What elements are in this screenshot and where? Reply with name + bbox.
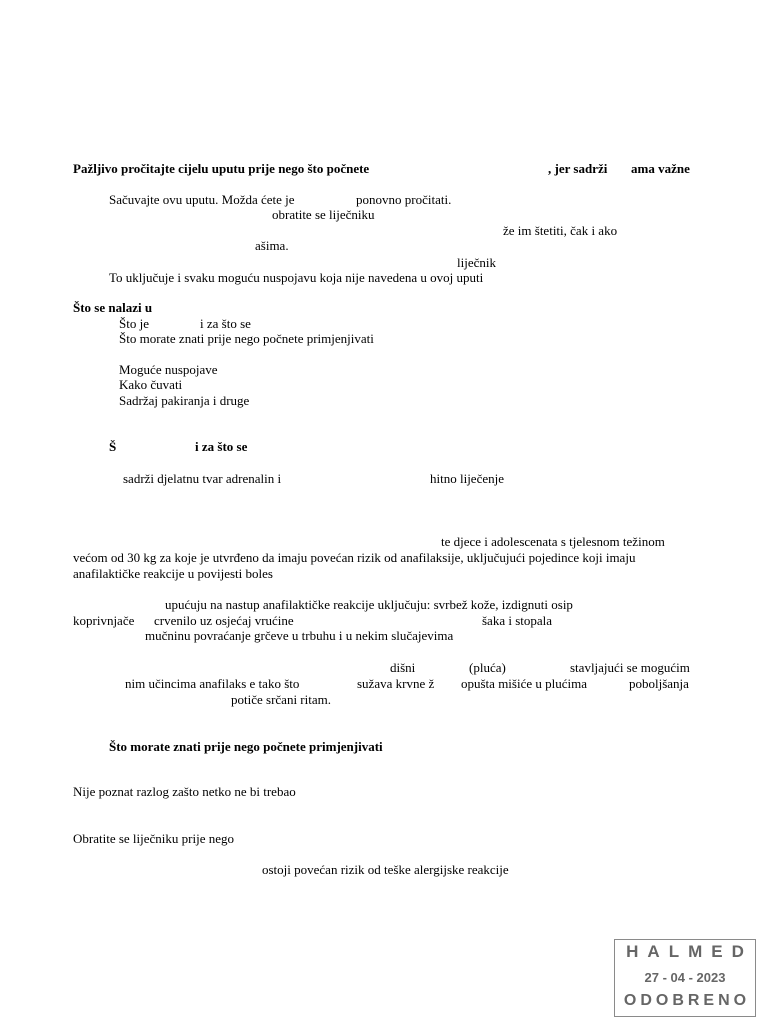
toc-item-fragment: i za što se xyxy=(200,316,251,331)
text-line: ašima. xyxy=(255,238,289,253)
text-line: liječnik xyxy=(457,255,496,270)
toc-item: Sadržaj pakiranja i druge xyxy=(119,393,250,408)
text-line: hitno liječenje xyxy=(430,471,505,486)
text-line: opušta mišiće u plućima xyxy=(461,676,588,691)
text-line: obratite se liječniku xyxy=(272,207,375,222)
text-line: (pluća) xyxy=(469,660,506,675)
text-line: koprivnjače xyxy=(73,613,135,628)
text-line: To uključuje i svaku moguću nuspojavu koja nije navedena u ovoj uputi xyxy=(109,270,484,285)
text-line: ostoji povećan rizik od teške alergijske reakcije xyxy=(262,862,509,877)
text-line: većom od 30 kg za koje je utvrđeno da imaju povećan rizik od anafilaksije, uključujući pojedince koji imaju xyxy=(73,550,636,565)
text-line: anafilaktičke reakcije u povijesti boles xyxy=(73,566,273,581)
text-line: crvenilo uz osjećaj vrućine xyxy=(154,613,294,628)
text-line: sadrži djelatnu tvar adrenalin i xyxy=(123,471,282,486)
section-2-heading: Što morate znati prije nego počnete primjenjivati xyxy=(109,739,383,754)
text-line: poboljšanja xyxy=(629,676,689,691)
text-line: upućuju na nastup anafilaktičke reakcije uključuju: svrbež kože, izdignuti osip xyxy=(165,597,573,612)
text-line: Nije poznat razlog zašto netko ne bi trebao xyxy=(73,784,296,799)
stamp-agency: HALMED xyxy=(626,942,753,961)
text-line: nim učincima anafilaks e tako što xyxy=(125,676,300,691)
intro-heading-fragment: , jer sadrži xyxy=(548,161,608,176)
text-line: potiče srčani ritam. xyxy=(231,692,331,707)
toc-heading: Što se nalazi u xyxy=(73,300,153,315)
toc-item: Moguće nuspojave xyxy=(119,362,218,377)
stamp-status: ODOBRENO xyxy=(623,992,751,1009)
text-line: sužava krvne ž xyxy=(357,676,435,691)
halmed-approval-stamp xyxy=(614,939,756,1017)
toc-item: Što je xyxy=(119,316,149,331)
section-1-heading: Š xyxy=(109,439,117,454)
text-line: stavljajući se mogućim xyxy=(570,660,690,675)
text-line: že im štetiti, čak i ako xyxy=(503,223,618,238)
section-1-heading-fragment: i za što se xyxy=(195,439,248,454)
toc-item: Kako čuvati xyxy=(119,377,183,392)
text-line: Obratite se liječniku prije nego xyxy=(73,831,235,846)
text-line: mučninu povraćanje grčeve u trbuhu i u nekim slučajevima xyxy=(145,628,454,643)
text-line: šaka i stopala xyxy=(482,613,553,628)
toc-item: Što morate znati prije nego počnete primjenjivati xyxy=(119,331,374,346)
text-line: Sačuvajte ovu uputu. Možda ćete je xyxy=(109,192,295,207)
text-line: ponovno pročitati. xyxy=(356,192,452,207)
text-line: dišni xyxy=(390,660,416,675)
intro-heading-fragment: ama važne xyxy=(631,161,690,176)
stamp-date: 27 - 04 - 2023 xyxy=(644,970,726,985)
text-line: te djece i adolescenata s tjelesnom težinom xyxy=(441,534,665,549)
intro-heading: Pažljivo pročitajte cijelu uputu prije nego što počnete xyxy=(73,161,370,176)
